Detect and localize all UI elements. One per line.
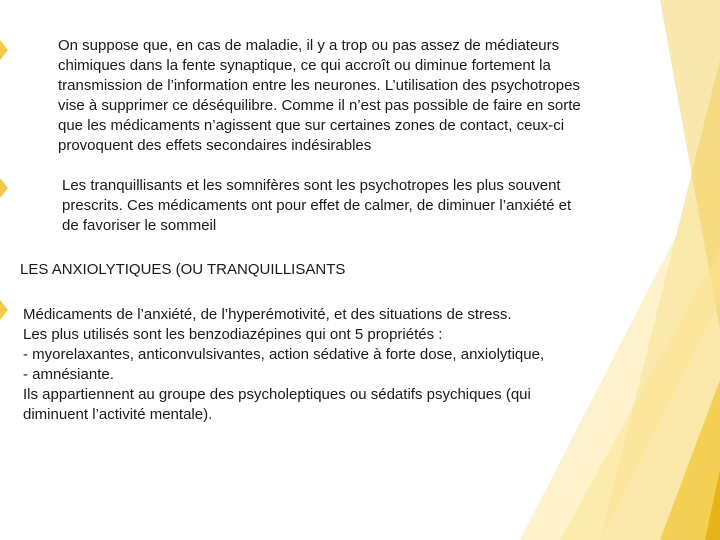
text-line: de favoriser le sommeil xyxy=(62,217,217,234)
paragraph-tranquillisants xyxy=(62,176,571,236)
text-line: vise à supprimer ce déséquilibre. Comme il n’est pas possible de faire en sorte xyxy=(58,97,581,114)
heading-text: LES ANXIOLYTIQUES (OU TRANQUILLISANTS xyxy=(20,261,346,278)
text-line: - amnésiante. xyxy=(23,366,114,383)
left-marker-2 xyxy=(0,178,8,198)
text-line: transmission de l’information entre les neurones. L’utilisation des psychotropes xyxy=(58,77,580,94)
text-line: chimiques dans la fente synaptique, ce qui accroît ou diminue fortement la xyxy=(58,57,551,74)
text-line: Ils appartiennent au groupe des psycholeptiques ou sédatifs psychiques (qui xyxy=(23,386,531,403)
section-heading xyxy=(20,260,345,280)
text-line: On suppose que, en cas de maladie, il y a trop ou pas assez de médiateurs xyxy=(58,37,560,54)
text-line: Les tranquillisants et les somnifères sont les psychotropes les plus souvent xyxy=(62,177,561,194)
left-marker-1 xyxy=(0,40,8,60)
text-line: que les médicaments n’agissent que sur certaines zones de contact, ceux-ci xyxy=(58,117,565,134)
text-line: - myorelaxantes, anticonvulsivantes, action sédative à forte dose, anxiolytique, xyxy=(23,346,545,363)
paragraph-anxiolytiques xyxy=(23,305,544,425)
text-line: diminuent l’activité mentale). xyxy=(23,406,213,423)
text-line: Médicaments de l’anxiété, de l’hyperémotivité, et des situations de stress. xyxy=(23,306,512,323)
text-line: Les plus utilisés sont les benzodiazépines qui ont 5 propriétés : xyxy=(23,326,443,343)
text-line: provoquent des effets secondaires indésirables xyxy=(58,137,372,154)
paragraph-intro xyxy=(58,36,581,156)
text-line: prescrits. Ces médicaments ont pour effet de calmer, de diminuer l’anxiété et xyxy=(62,197,572,214)
left-marker-3 xyxy=(0,300,8,320)
